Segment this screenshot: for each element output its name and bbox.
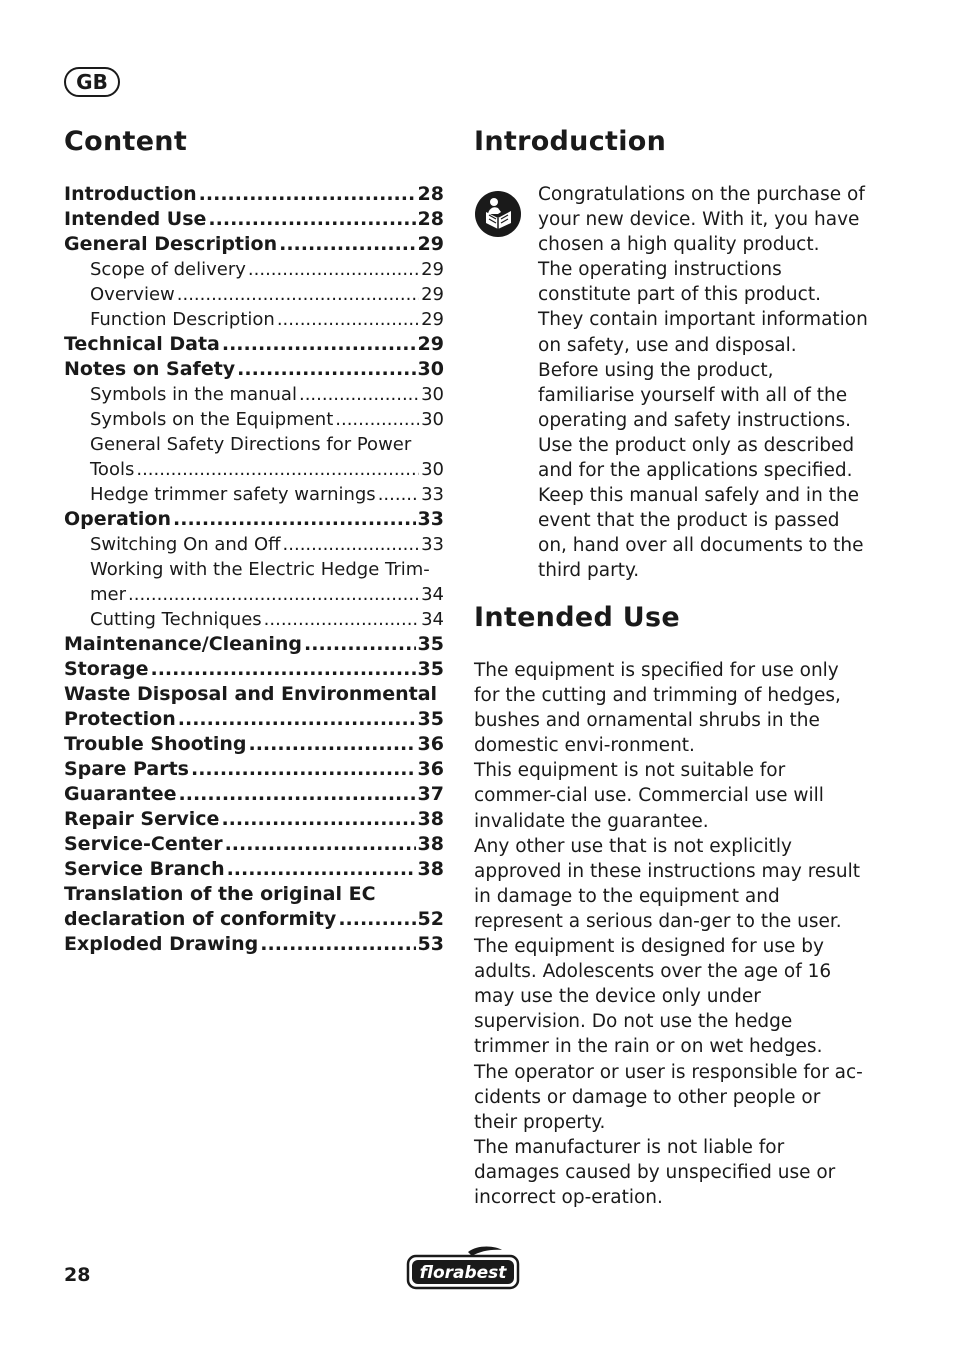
paragraph: The equipment is specified for use only for the cutting and trimming of hedges, bushes and ornamental shrubs in the domestic envi-ronment. — [474, 660, 841, 757]
toc-item[interactable]: Notes on Safety ..... 30 — [64, 357, 444, 382]
toc-subitem-line1[interactable]: General Safety Directions for Power — [90, 434, 412, 455]
read-manual-icon — [474, 190, 522, 238]
paragraph: The manufacturer is not liable for damages caused by unspecified use or incorrect op-eration. — [474, 1136, 836, 1208]
toc-heading: Content — [64, 126, 188, 157]
toc-item-line1[interactable]: Waste Disposal and Environmental — [64, 683, 438, 705]
intended-use-text — [474, 658, 868, 1210]
toc-subitem-line2[interactable]: mer ..... 34 — [64, 582, 444, 607]
introduction-heading: Introduction — [474, 126, 667, 157]
toc-item[interactable]: Exploded Drawing ..... 53 — [64, 932, 444, 957]
toc-item-line2[interactable]: Protection ..... 35 — [64, 707, 444, 732]
toc-item[interactable]: Operation ..... 33 — [64, 507, 444, 532]
paragraph: The equipment is designed for use by adults. Adolescents over the age of 16 may use the device only under supervision. Do not use the hedge trimmer in the rain or on wet hedges. — [474, 936, 832, 1058]
table-of-contents — [64, 182, 444, 957]
toc-item-line2[interactable]: declaration of conformity ..... 52 — [64, 907, 444, 932]
page-number: 28 — [64, 1264, 91, 1286]
toc-subitem[interactable]: Scope of delivery ..... 29 — [64, 257, 444, 282]
toc-item[interactable]: Storage ..... 35 — [64, 657, 444, 682]
toc-subitem[interactable]: Symbols on the Equipment ..... 30 — [64, 407, 444, 432]
toc-subitem[interactable]: Cutting Techniques ..... 34 — [64, 607, 444, 632]
toc-subitem[interactable]: Function Description ..... 29 — [64, 307, 444, 332]
introduction-text — [538, 182, 868, 584]
toc-subitem-line1[interactable]: Working with the Electric Hedge Trim- — [90, 559, 430, 580]
svg-text:florabest: florabest — [419, 1263, 507, 1283]
toc-item[interactable]: Maintenance/Cleaning ..... 35 — [64, 632, 444, 657]
toc-subitem-line2[interactable]: Tools ..... 30 — [64, 457, 444, 482]
toc-item[interactable]: Repair Service ..... 38 — [64, 807, 444, 832]
florabest-logo — [406, 1244, 520, 1290]
toc-item-line1[interactable]: Translation of the original EC — [64, 883, 376, 905]
toc-item[interactable]: Service Branch ..... 38 — [64, 857, 444, 882]
toc-subitem[interactable]: Hedge trimmer safety warnings ..... 33 — [64, 482, 444, 507]
paragraph: Keep this manual safely and in the event that the product is passed on, hand over all documents to the third party. — [538, 485, 864, 582]
language-badge: GB — [64, 67, 120, 97]
toc-item[interactable]: Service-Center ..... 38 — [64, 832, 444, 857]
toc-item[interactable]: Spare Parts ..... 36 — [64, 757, 444, 782]
toc-item[interactable]: General Description ..... 29 — [64, 232, 444, 257]
paragraph: Before using the product, familiarise yourself with all of the operating and safety instructions. Use the product only as described and for the applications specified. — [538, 359, 855, 482]
paragraph: Congratulations on the purchase of your new device. With it, you have chosen a high quality product. — [538, 184, 865, 256]
toc-item[interactable]: Introduction ..... 28 — [64, 182, 444, 207]
toc-subitem[interactable]: Switching On and Off ..... 33 — [64, 532, 444, 557]
toc-item[interactable]: Technical Data ..... 29 — [64, 332, 444, 357]
intended-use-heading: Intended Use — [474, 602, 680, 633]
toc-subitem[interactable]: Overview ..... 29 — [64, 282, 444, 307]
paragraph: Any other use that is not explicitly approved in these instructions may result in damage to the equipment and represent a serious dan-ger to the user. — [474, 835, 861, 932]
paragraph: This equipment is not suitable for commer-cial use. Commercial use will invalidate the guarantee. — [474, 760, 824, 832]
paragraph: The operator or user is responsible for ac-cidents or damage to other people or their property. — [474, 1061, 863, 1133]
toc-item[interactable]: Trouble Shooting ..... 36 — [64, 732, 444, 757]
toc-item[interactable]: Guarantee ..... 37 — [64, 782, 444, 807]
toc-item[interactable]: Intended Use ..... 28 — [64, 207, 444, 232]
paragraph: The operating instructions constitute part of this product. They contain important information on safety, use and disposal. — [538, 259, 868, 356]
toc-subitem[interactable]: Symbols in the manual ..... 30 — [64, 382, 444, 407]
